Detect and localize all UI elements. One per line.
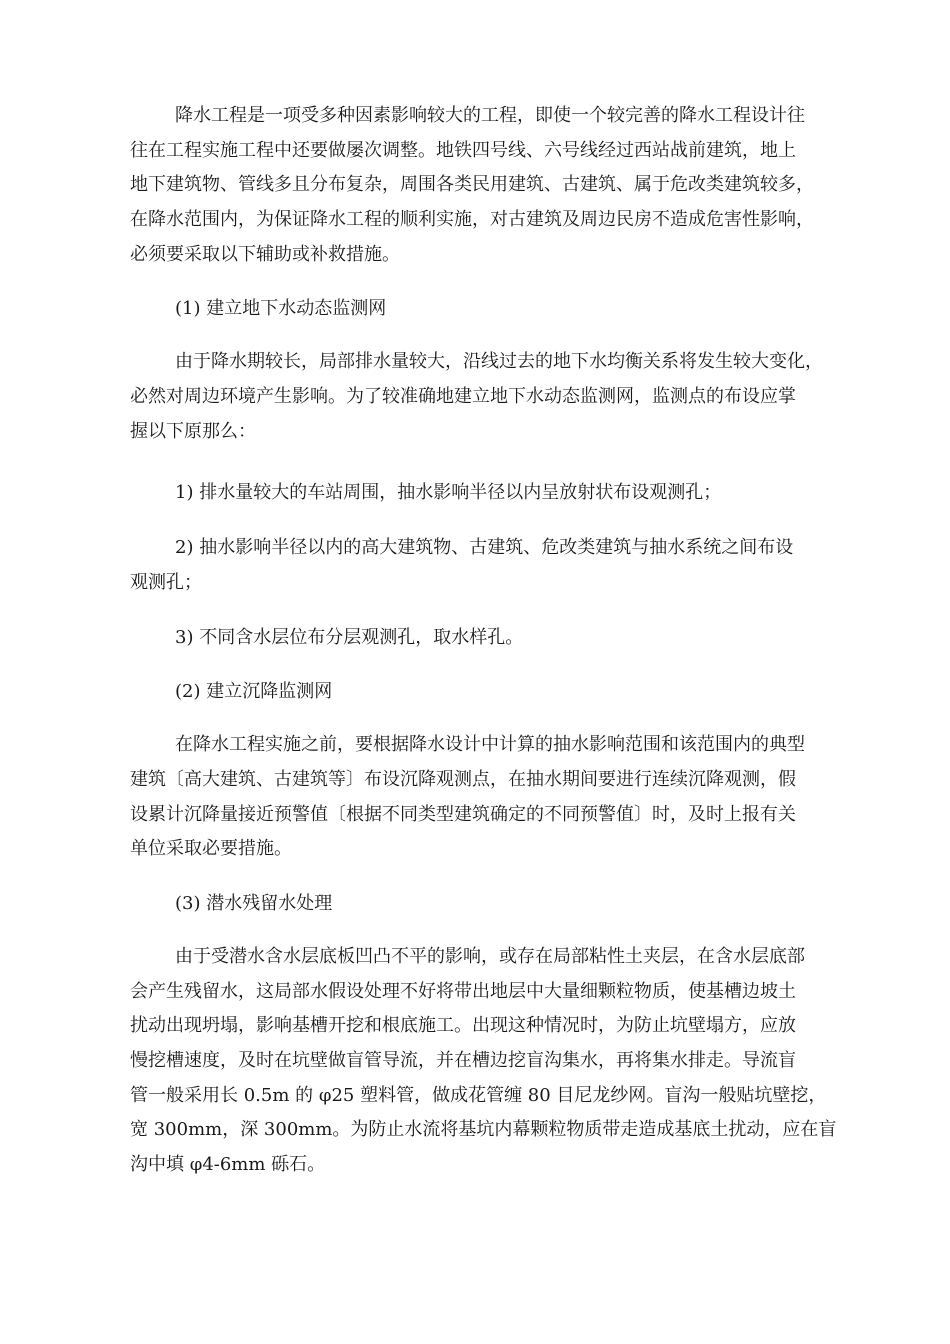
paragraph-3-line-3: 设累计沉降量接近预警值〔根据不同类型建筑确定的不同预警值〕时，及时上报有关 — [130, 804, 796, 825]
heading-monitoring-network: (1) 建立地下水动态监测网 — [175, 298, 387, 319]
paragraph-2-line-2: 必然对周边环境产生影响。为了较准确地建立地下水动态监测网，监测点的布设应掌 — [130, 386, 796, 407]
heading-settlement-network: (2) 建立沉降监测网 — [175, 681, 333, 702]
paragraph-4-line-5: 管一般采用长 0.5m 的 φ25 塑料管，做成花管缠 80 目尼龙纱网。盲沟一般贴坑壁挖， — [130, 1085, 827, 1106]
paragraph-4-line-7: 沟中填 φ4-6mm 砾石。 — [130, 1154, 326, 1175]
paragraph-1-line-3: 地下建筑物、管线多且分布复杂，周围各类民用建筑、古建筑、属于危改类建筑较多， — [130, 174, 814, 195]
paragraph-4-line-3: 扰动出现坍塌，影响基槽开挖和根底施工。出现这种情况时，为防止坑壁塌方，应放 — [130, 1015, 796, 1036]
paragraph-4-line-4: 慢挖槽速度，及时在坑壁做盲管导流，并在槽边挖盲沟集水，再将集水排走。导流盲 — [130, 1050, 796, 1071]
paragraph-3-line-2: 建筑〔高大建筑、古建筑等〕布设沉降观测点，在抽水期间要进行连续沉降观测，假 — [130, 769, 796, 790]
paragraph-3-line-1: 在降水工程实施之前，要根据降水设计中计算的抽水影响范围和该范围内的典型 — [175, 734, 805, 755]
list-item-2-line-1: 2) 抽水影响半径以内的高大建筑物、古建筑、危改类建筑与抽水系统之间布设 — [175, 537, 794, 558]
list-item-3: 3) 不同含水层位布分层观测孔，取水样孔。 — [175, 627, 524, 648]
paragraph-1-line-1: 降水工程是一项受多种因素影响较大的工程，即使一个较完善的降水工程设计往 — [175, 105, 805, 126]
paragraph-2-line-3: 握以下原那么： — [130, 421, 256, 442]
heading-residual-water: (3) 潜水残留水处理 — [175, 893, 333, 914]
paragraph-2-line-1: 由于降水期较长，局部排水量较大，沿线过去的地下水均衡关系将发生较大变化， — [175, 351, 823, 372]
paragraph-4-line-2: 会产生残留水，这局部水假设处理不好将带出地层中大量细颗粒物质，使基槽边坡土 — [130, 981, 796, 1002]
paragraph-1-line-5: 必须要采取以下辅助或补救措施。 — [130, 244, 400, 265]
list-item-1: 1) 排水量较大的车站周围，抽水影响半径以内呈放射状布设观测孔； — [175, 482, 722, 503]
paragraph-4-line-6: 宽 300mm，深 300mm。为防止水流将基坑内幕颗粒物质带走造成基底土扰动，应在盲 — [130, 1119, 837, 1140]
paragraph-4-line-1: 由于受潜水含水层底板凹凸不平的影响，或存在局部粘性土夹层，在含水层底部 — [175, 946, 805, 967]
paragraph-1-line-4: 在降水范围内，为保证降水工程的顺利实施，对古建筑及周边民房不造成危害性影响， — [130, 209, 814, 230]
paragraph-1-line-2: 往在工程实施工程中还要做屡次调整。地铁四号线、六号线经过西站战前建筑，地上 — [130, 140, 796, 161]
paragraph-3-line-4: 单位采取必要措施。 — [130, 838, 292, 859]
list-item-2-line-2: 观测孔； — [130, 572, 202, 593]
